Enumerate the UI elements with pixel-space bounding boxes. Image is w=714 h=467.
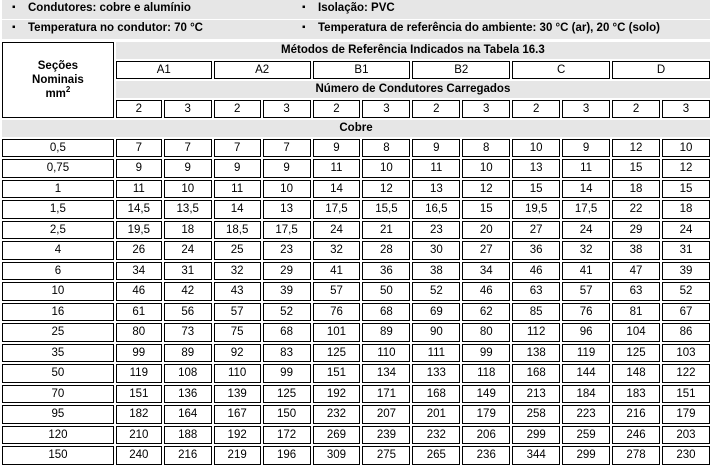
capacity-cell: 125 bbox=[263, 385, 311, 404]
capacity-cell: 24 bbox=[662, 221, 710, 240]
capacity-cell: 171 bbox=[362, 385, 410, 404]
capacity-cell: 196 bbox=[263, 446, 311, 465]
capacity-cell: 246 bbox=[612, 426, 660, 445]
capacity-cell: 122 bbox=[662, 364, 710, 383]
capacity-cell: 172 bbox=[263, 426, 311, 445]
capacity-cell: 216 bbox=[164, 446, 212, 465]
conductor-count: 3 bbox=[362, 100, 410, 119]
capacity-cell: 119 bbox=[116, 364, 162, 383]
capacity-cell: 20 bbox=[462, 221, 510, 240]
capacity-cell: 240 bbox=[116, 446, 162, 465]
capacity-cell: 219 bbox=[214, 446, 261, 465]
capacity-cell: 7 bbox=[263, 139, 311, 158]
capacity-cell: 19,5 bbox=[116, 221, 162, 240]
capacity-cell: 99 bbox=[263, 364, 311, 383]
capacity-cell: 108 bbox=[164, 364, 212, 383]
capacity-cell: 9 bbox=[116, 159, 162, 178]
capacity-cell: 16,5 bbox=[412, 200, 460, 219]
capacity-cell: 8 bbox=[362, 139, 410, 158]
capacity-cell: 46 bbox=[462, 282, 510, 301]
capacity-cell: 18 bbox=[612, 180, 660, 199]
capacity-cell: 12 bbox=[612, 139, 660, 158]
capacity-cell: 259 bbox=[562, 426, 610, 445]
capacity-cell: 15 bbox=[512, 180, 560, 199]
table-row bbox=[2, 323, 710, 342]
table-row bbox=[2, 221, 710, 240]
capacity-cell: 68 bbox=[362, 303, 410, 322]
capacity-cell: 39 bbox=[263, 282, 311, 301]
method-a2: A2 bbox=[214, 61, 311, 80]
conductor-count: 2 bbox=[512, 100, 560, 119]
capacity-cell: 14 bbox=[214, 200, 261, 219]
table-row bbox=[2, 241, 710, 260]
section-cell: 120 bbox=[2, 426, 114, 445]
capacity-cell: 111 bbox=[412, 344, 460, 363]
capacity-cell: 112 bbox=[512, 323, 560, 342]
section-header-line1: Seções bbox=[37, 60, 79, 72]
capacity-cell: 52 bbox=[412, 282, 460, 301]
method-b1: B1 bbox=[313, 61, 411, 80]
section-cell: 0,5 bbox=[2, 139, 114, 158]
capacity-cell: 25 bbox=[214, 241, 261, 260]
capacity-cell: 239 bbox=[362, 426, 410, 445]
capacity-cell: 13,5 bbox=[164, 200, 212, 219]
capacity-cell: 17,5 bbox=[263, 221, 311, 240]
capacity-cell: 73 bbox=[164, 323, 212, 342]
capacity-cell: 85 bbox=[512, 303, 560, 322]
capacity-cell: 216 bbox=[612, 405, 660, 424]
bullet-icon: ▪ bbox=[12, 2, 16, 13]
capacity-cell: 15,5 bbox=[362, 200, 410, 219]
material-label: Cobre bbox=[2, 120, 710, 137]
capacity-cell: 22 bbox=[612, 200, 660, 219]
capacity-cell: 14,5 bbox=[116, 200, 162, 219]
capacity-cell: 18 bbox=[164, 221, 212, 240]
capacity-cell: 101 bbox=[313, 323, 361, 342]
capacity-cell: 15 bbox=[662, 180, 710, 199]
capacity-cell: 11 bbox=[116, 180, 162, 199]
conductor-temperature-label: Temperatura no condutor: 70 °C bbox=[28, 22, 203, 34]
capacity-cell: 136 bbox=[164, 385, 212, 404]
capacity-cell: 30 bbox=[412, 241, 460, 260]
capacity-cell: 182 bbox=[116, 405, 162, 424]
capacity-cell: 42 bbox=[164, 282, 212, 301]
capacity-cell: 278 bbox=[612, 446, 660, 465]
capacity-cell: 10 bbox=[462, 159, 510, 178]
method-d: D bbox=[612, 61, 710, 80]
section-cell: 35 bbox=[2, 344, 114, 363]
capacity-cell: 9 bbox=[313, 139, 361, 158]
section-cell: 25 bbox=[2, 323, 114, 342]
capacity-cell: 36 bbox=[362, 262, 410, 281]
method-c: C bbox=[512, 61, 610, 80]
section-cell: 10 bbox=[2, 282, 114, 301]
capacity-cell: 61 bbox=[116, 303, 162, 322]
capacity-cell: 38 bbox=[612, 241, 660, 260]
capacity-cell: 269 bbox=[313, 426, 361, 445]
capacity-cell: 9 bbox=[562, 139, 610, 158]
capacity-cell: 15 bbox=[462, 200, 510, 219]
capacity-cell: 34 bbox=[462, 262, 510, 281]
section-cell: 4 bbox=[2, 241, 114, 260]
capacity-cell: 31 bbox=[164, 262, 212, 281]
table-row bbox=[2, 426, 710, 445]
method-b2: B2 bbox=[412, 61, 510, 80]
capacity-cell: 134 bbox=[362, 364, 410, 383]
capacity-cell: 151 bbox=[662, 385, 710, 404]
capacity-cell: 138 bbox=[512, 344, 560, 363]
insulation-label: Isolação: PVC bbox=[318, 2, 395, 14]
table-row bbox=[2, 344, 710, 363]
capacity-cell: 57 bbox=[562, 282, 610, 301]
capacity-cell: 32 bbox=[562, 241, 610, 260]
capacity-table bbox=[0, 40, 712, 467]
capacity-cell: 104 bbox=[612, 323, 660, 342]
capacity-cell: 118 bbox=[462, 364, 510, 383]
capacity-cell: 27 bbox=[462, 241, 510, 260]
capacity-cell: 7 bbox=[214, 139, 261, 158]
conductor-count: 3 bbox=[164, 100, 212, 119]
capacity-cell: 10 bbox=[662, 139, 710, 158]
capacity-cell: 119 bbox=[562, 344, 610, 363]
capacity-cell: 76 bbox=[562, 303, 610, 322]
capacity-cell: 150 bbox=[263, 405, 311, 424]
table-row bbox=[2, 262, 710, 281]
conductor-count: 2 bbox=[412, 100, 460, 119]
capacity-cell: 164 bbox=[164, 405, 212, 424]
section-cell: 95 bbox=[2, 405, 114, 424]
capacity-cell: 12 bbox=[462, 180, 510, 199]
capacity-cell: 192 bbox=[313, 385, 361, 404]
capacity-cell: 125 bbox=[313, 344, 361, 363]
capacity-cell: 179 bbox=[662, 405, 710, 424]
capacity-cell: 11 bbox=[562, 159, 610, 178]
capacity-cell: 69 bbox=[412, 303, 460, 322]
conductor-count: 3 bbox=[263, 100, 311, 119]
section-cell: 0,75 bbox=[2, 159, 114, 178]
capacity-cell: 9 bbox=[263, 159, 311, 178]
capacity-cell: 299 bbox=[512, 426, 560, 445]
capacity-cell: 192 bbox=[214, 426, 261, 445]
material-row bbox=[2, 120, 710, 137]
capacity-cell: 7 bbox=[116, 139, 162, 158]
capacity-cell: 21 bbox=[362, 221, 410, 240]
capacity-cell: 10 bbox=[512, 139, 560, 158]
capacity-cell: 149 bbox=[462, 385, 510, 404]
table-row bbox=[2, 385, 710, 404]
capacity-cell: 67 bbox=[662, 303, 710, 322]
capacity-cell: 32 bbox=[214, 262, 261, 281]
capacity-cell: 41 bbox=[562, 262, 610, 281]
capacity-cell: 28 bbox=[362, 241, 410, 260]
table-row bbox=[2, 139, 710, 158]
header-line-2 bbox=[2, 20, 710, 39]
conductor-count: 2 bbox=[612, 100, 660, 119]
section-header-unit: mm bbox=[45, 88, 66, 100]
capacity-cell: 63 bbox=[612, 282, 660, 301]
capacity-cell: 9 bbox=[412, 139, 460, 158]
capacity-cell: 89 bbox=[164, 344, 212, 363]
section-header-line2: Nominais bbox=[32, 74, 84, 86]
conductors-title: Número de Condutores Carregados bbox=[116, 81, 710, 98]
capacity-cell: 32 bbox=[313, 241, 361, 260]
capacity-cell: 7 bbox=[164, 139, 212, 158]
capacity-cell: 56 bbox=[164, 303, 212, 322]
capacity-cell: 299 bbox=[562, 446, 610, 465]
capacity-cell: 110 bbox=[214, 364, 261, 383]
capacity-cell: 83 bbox=[263, 344, 311, 363]
capacity-cell: 41 bbox=[313, 262, 361, 281]
capacity-cell: 80 bbox=[462, 323, 510, 342]
capacity-cell: 80 bbox=[116, 323, 162, 342]
capacity-cell: 76 bbox=[313, 303, 361, 322]
capacity-cell: 15 bbox=[612, 159, 660, 178]
capacity-cell: 75 bbox=[214, 323, 261, 342]
capacity-cell: 63 bbox=[512, 282, 560, 301]
capacity-cell: 57 bbox=[313, 282, 361, 301]
bullet-icon: ▪ bbox=[12, 22, 16, 33]
bullet-icon: ▪ bbox=[302, 22, 306, 33]
capacity-cell: 236 bbox=[462, 446, 510, 465]
capacity-cell: 8 bbox=[462, 139, 510, 158]
capacity-cell: 275 bbox=[362, 446, 410, 465]
capacity-cell: 258 bbox=[512, 405, 560, 424]
section-cell: 1,5 bbox=[2, 200, 114, 219]
capacity-cell: 232 bbox=[313, 405, 361, 424]
conductor-count: 3 bbox=[562, 100, 610, 119]
capacity-cell: 223 bbox=[562, 405, 610, 424]
capacity-cell: 96 bbox=[562, 323, 610, 342]
section-cell: 150 bbox=[2, 446, 114, 465]
capacity-cell: 344 bbox=[512, 446, 560, 465]
capacity-cell: 9 bbox=[164, 159, 212, 178]
capacity-cell: 81 bbox=[612, 303, 660, 322]
capacity-cell: 179 bbox=[462, 405, 510, 424]
capacity-cell: 19,5 bbox=[512, 200, 560, 219]
capacity-cell: 183 bbox=[612, 385, 660, 404]
header-line-1 bbox=[2, 0, 710, 19]
capacity-cell: 206 bbox=[462, 426, 510, 445]
method-a1: A1 bbox=[116, 61, 212, 80]
capacity-cell: 24 bbox=[313, 221, 361, 240]
capacity-cell: 99 bbox=[462, 344, 510, 363]
capacity-cell: 23 bbox=[263, 241, 311, 260]
capacity-cell: 103 bbox=[662, 344, 710, 363]
table-row bbox=[2, 200, 710, 219]
capacity-cell: 12 bbox=[362, 180, 410, 199]
capacity-cell: 29 bbox=[612, 221, 660, 240]
capacity-cell: 52 bbox=[662, 282, 710, 301]
capacity-cell: 29 bbox=[263, 262, 311, 281]
capacity-cell: 213 bbox=[512, 385, 560, 404]
capacity-cell: 39 bbox=[662, 262, 710, 281]
capacity-cell: 86 bbox=[662, 323, 710, 342]
section-cell: 1 bbox=[2, 180, 114, 199]
capacity-cell: 151 bbox=[313, 364, 361, 383]
conductor-count: 3 bbox=[462, 100, 510, 119]
capacity-cell: 13 bbox=[412, 180, 460, 199]
capacity-cell: 17,5 bbox=[313, 200, 361, 219]
table-row bbox=[2, 159, 710, 178]
capacity-cell: 14 bbox=[313, 180, 361, 199]
capacity-cell: 201 bbox=[412, 405, 460, 424]
capacity-cell: 203 bbox=[662, 426, 710, 445]
capacity-cell: 34 bbox=[116, 262, 162, 281]
capacity-cell: 46 bbox=[512, 262, 560, 281]
section-cell: 16 bbox=[2, 303, 114, 322]
capacity-cell: 68 bbox=[263, 323, 311, 342]
capacity-cell: 43 bbox=[214, 282, 261, 301]
conductor-count: 2 bbox=[214, 100, 261, 119]
ambient-temperature-label: Temperatura de referência do ambiente: 30 °C (ar), 20 °C (solo) bbox=[318, 22, 660, 34]
capacity-cell: 52 bbox=[263, 303, 311, 322]
capacity-cell: 148 bbox=[612, 364, 660, 383]
capacity-cell: 10 bbox=[164, 180, 212, 199]
capacity-cell: 62 bbox=[462, 303, 510, 322]
conductor-material-label: Condutores: cobre e alumínio bbox=[28, 2, 191, 14]
section-cell: 70 bbox=[2, 385, 114, 404]
capacity-cell: 46 bbox=[116, 282, 162, 301]
capacity-cell: 14 bbox=[562, 180, 610, 199]
capacity-cell: 23 bbox=[412, 221, 460, 240]
capacity-cell: 24 bbox=[562, 221, 610, 240]
table-row bbox=[2, 446, 710, 465]
capacity-cell: 12 bbox=[662, 159, 710, 178]
table-row bbox=[2, 364, 710, 383]
capacity-cell: 17,5 bbox=[562, 200, 610, 219]
capacity-cell: 232 bbox=[412, 426, 460, 445]
conductor-count: 2 bbox=[116, 100, 162, 119]
capacity-cell: 167 bbox=[214, 405, 261, 424]
capacity-cell: 110 bbox=[362, 344, 410, 363]
capacity-cell: 139 bbox=[214, 385, 261, 404]
section-cell: 6 bbox=[2, 262, 114, 281]
capacity-cell: 10 bbox=[362, 159, 410, 178]
capacity-cell: 11 bbox=[313, 159, 361, 178]
capacity-cell: 265 bbox=[412, 446, 460, 465]
methods-title: Métodos de Referência Indicados na Tabela 16.3 bbox=[116, 42, 710, 59]
capacity-cell: 89 bbox=[362, 323, 410, 342]
capacity-cell: 10 bbox=[263, 180, 311, 199]
capacity-cell: 99 bbox=[116, 344, 162, 363]
capacity-cell: 168 bbox=[412, 385, 460, 404]
capacity-cell: 188 bbox=[164, 426, 212, 445]
capacity-cell: 26 bbox=[116, 241, 162, 260]
capacity-cell: 9 bbox=[214, 159, 261, 178]
capacity-cell: 230 bbox=[662, 446, 710, 465]
capacity-cell: 92 bbox=[214, 344, 261, 363]
capacity-cell: 47 bbox=[612, 262, 660, 281]
capacity-cell: 38 bbox=[412, 262, 460, 281]
capacity-cell: 168 bbox=[512, 364, 560, 383]
conductor-count: 3 bbox=[662, 100, 710, 119]
capacity-cell: 90 bbox=[412, 323, 460, 342]
table-row bbox=[2, 303, 710, 322]
section-header bbox=[2, 42, 114, 118]
capacity-cell: 144 bbox=[562, 364, 610, 383]
capacity-cell: 57 bbox=[214, 303, 261, 322]
conductor-count: 2 bbox=[313, 100, 361, 119]
capacity-cell: 11 bbox=[214, 180, 261, 199]
table-row bbox=[2, 180, 710, 199]
capacity-cell: 11 bbox=[412, 159, 460, 178]
capacity-cell: 50 bbox=[362, 282, 410, 301]
section-cell: 50 bbox=[2, 364, 114, 383]
capacity-cell: 309 bbox=[313, 446, 361, 465]
section-cell: 2,5 bbox=[2, 221, 114, 240]
methods-title-row bbox=[2, 42, 710, 59]
capacity-cell: 207 bbox=[362, 405, 410, 424]
table-row bbox=[2, 405, 710, 424]
capacity-cell: 18,5 bbox=[214, 221, 261, 240]
capacity-cell: 13 bbox=[263, 200, 311, 219]
capacity-cell: 27 bbox=[512, 221, 560, 240]
table-row bbox=[2, 282, 710, 301]
section-header-sup: 2 bbox=[65, 85, 71, 95]
capacity-cell: 210 bbox=[116, 426, 162, 445]
capacity-cell: 13 bbox=[512, 159, 560, 178]
capacity-cell: 24 bbox=[164, 241, 212, 260]
bullet-icon: ▪ bbox=[302, 2, 306, 13]
capacity-cell: 184 bbox=[562, 385, 610, 404]
capacity-cell: 133 bbox=[412, 364, 460, 383]
capacity-cell: 36 bbox=[512, 241, 560, 260]
capacity-cell: 151 bbox=[116, 385, 162, 404]
capacity-cell: 31 bbox=[662, 241, 710, 260]
capacity-cell: 125 bbox=[612, 344, 660, 363]
capacity-cell: 18 bbox=[662, 200, 710, 219]
